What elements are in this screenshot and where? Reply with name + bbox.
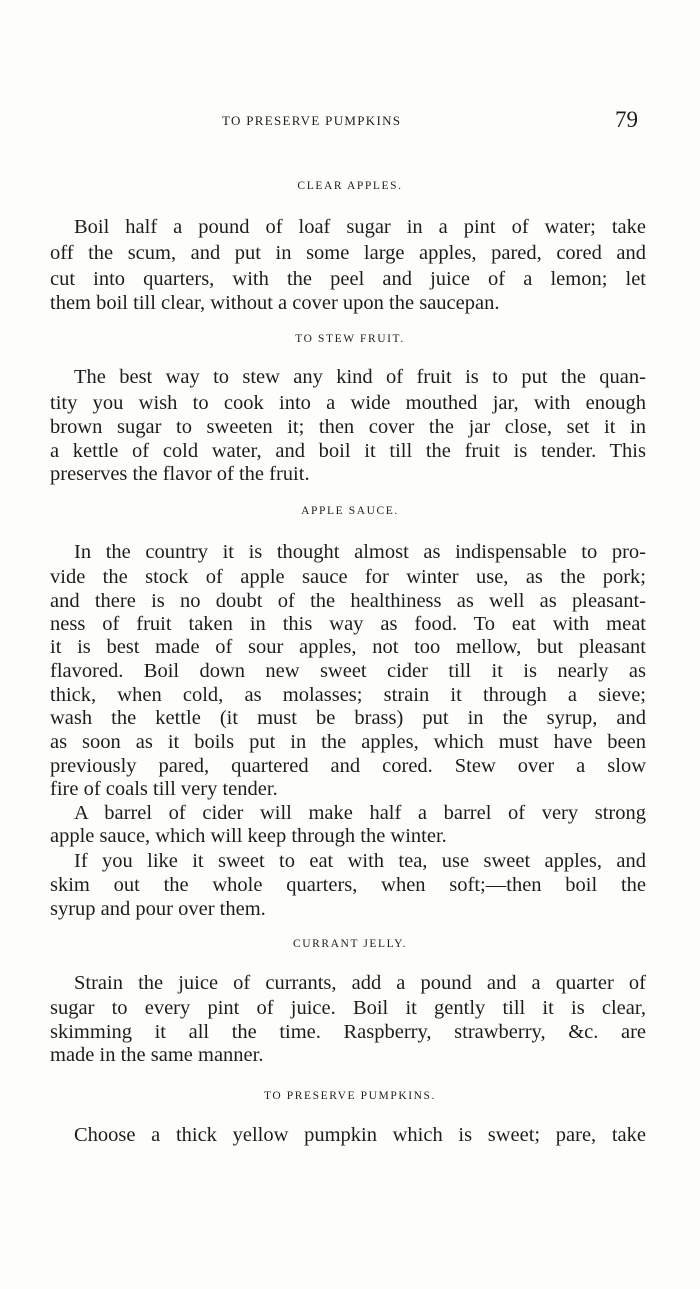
text-line: fire of coals till very tender.	[50, 778, 278, 800]
text-line: and there is no doubt of the healthiness as well as pleasant-	[50, 590, 646, 612]
text-line: made in the same manner.	[50, 1044, 264, 1066]
text-line: Boil half a pound of loaf sugar in a pint of water; take	[74, 216, 646, 238]
text-line: A barrel of cider will make half a barrel of very strong	[74, 802, 646, 824]
text-line: ness of fruit taken in this way as food. To eat with meat	[50, 613, 646, 635]
page-number: 79	[615, 107, 638, 132]
text-line: syrup and pour over them.	[50, 898, 266, 920]
text-line: wash the kettle (it must be brass) put in the syrup, and	[50, 707, 646, 729]
text-line: Choose a thick yellow pumpkin which is sweet; pare, take	[74, 1124, 646, 1146]
section-heading: CLEAR APPLES.	[297, 180, 403, 192]
section-heading: TO PRESERVE PUMPKINS.	[263, 1090, 437, 1102]
text-line: brown sugar to sweeten it; then cover the jar close, set it in	[50, 416, 646, 438]
text-line: The best way to stew any kind of fruit is to put the quan-	[74, 366, 646, 388]
text-line: a kettle of cold water, and boil it till the fruit is tender. This	[50, 440, 646, 462]
text-line: vide the stock of apple sauce for winter use, as the pork;	[50, 566, 646, 588]
section-heading: TO STEW FRUIT.	[295, 333, 405, 345]
text-line: If you like it sweet to eat with tea, use sweet apples, and	[74, 850, 646, 872]
text-line: skimming it all the time. Raspberry, strawberry, &c. are	[50, 1021, 646, 1043]
text-line: In the country it is thought almost as indispensable to pro-	[74, 541, 646, 563]
text-line: previously pared, quartered and cored. Stew over a slow	[50, 755, 646, 777]
text-line: tity you wish to cook into a wide mouthed jar, with enough	[50, 392, 646, 414]
section-heading: CURRANT JELLY.	[292, 938, 408, 950]
text-line: as soon as it boils put in the apples, which must have been	[50, 731, 646, 753]
text-line: them boil till clear, without a cover upon the saucepan.	[50, 292, 500, 314]
text-line: thick, when cold, as molasses; strain it through a sieve;	[50, 684, 646, 706]
text-line: preserves the flavor of the fruit.	[50, 463, 310, 485]
text-line: Strain the juice of currants, add a pound and a quarter of	[74, 972, 646, 994]
text-line: cut into quarters, with the peel and juice of a lemon; let	[50, 268, 646, 290]
text-line: it is best made of sour apples, not too mellow, but pleasant	[50, 636, 646, 658]
text-line: flavored. Boil down new sweet cider till it is nearly as	[50, 660, 646, 682]
text-line: sugar to every pint of juice. Boil it gently till it is clear,	[50, 997, 646, 1019]
text-line: apple sauce, which will keep through the winter.	[50, 825, 447, 847]
text-line: skim out the whole quarters, when soft;—then boil the	[50, 874, 646, 896]
running-head-title: TO PRESERVE PUMPKINS	[222, 113, 402, 128]
text-line: off the scum, and put in some large apples, pared, cored and	[50, 242, 646, 264]
section-heading: APPLE SAUCE.	[301, 505, 399, 517]
